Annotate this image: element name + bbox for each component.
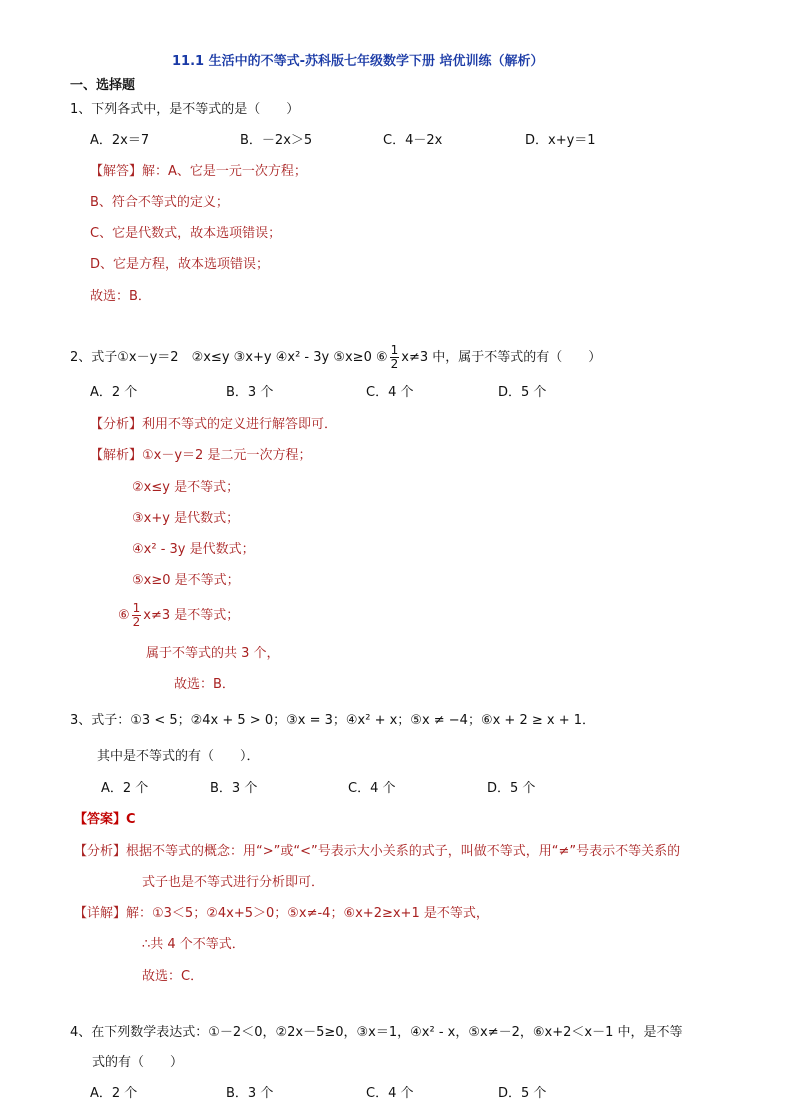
- q2-option-b: B．3 个: [226, 385, 274, 400]
- q1-answer-line: D、它是方程，故本选项错误；: [90, 257, 270, 272]
- q3-stem: 3、式子：①3 < 5；②4x + 5 > 0；③x = 3；④x² + x；⑤x ≠ −4；⑥x + 2 ≥ x + 1．: [70, 713, 596, 728]
- q3-detail-2: ∴共 4 个不等式．: [142, 937, 245, 952]
- q3-analysis: 【分析】根据不等式的概念：用“>”或“<”号表示大小关系的式子，叫做不等式，用“≠”号表示不等关系的: [74, 844, 681, 859]
- q2-sol6-frac-den: 2: [132, 615, 141, 629]
- q2-sol6-fraction: [132, 602, 142, 629]
- q3-option-c: C．4 个: [348, 781, 396, 796]
- q2-count-line: 属于不等式的共 3 个，: [146, 646, 280, 661]
- q1-option-a: A．2x＝7: [90, 133, 150, 148]
- q2-stem-text: 2、式子①x－y＝2 ②x≤y ③x+y ④x² - 3y ⑤x≥0 ⑥: [70, 350, 388, 365]
- q2-frac-den: 2: [390, 357, 399, 371]
- q3-option-a: A．2 个: [101, 781, 149, 796]
- q4-option-a: A．2 个: [90, 1086, 138, 1101]
- q2-sol6-suffix: x≠3 是不等式；: [143, 608, 240, 623]
- q3-answer: 【答案】C: [74, 812, 136, 827]
- q1-option-b: B．－2x＞5: [240, 133, 313, 148]
- q2-frac-num: 1: [390, 343, 399, 357]
- q1-answer-line: 故选：B．: [90, 289, 151, 304]
- q2-stem-text: x≠3 中，属于不等式的有（ ）: [401, 350, 602, 365]
- q2-solution-line: ④x² - 3y 是代数式；: [132, 542, 255, 557]
- q4-option-b: B．3 个: [226, 1086, 274, 1101]
- q2-sol6-prefix: ⑥: [118, 608, 130, 623]
- q1-answer-line: 【解答】解：A、它是一元一次方程；: [90, 164, 307, 179]
- q1-answer-line: B、符合不等式的定义；: [90, 195, 229, 210]
- q2-sol6-frac-num: 1: [132, 601, 141, 615]
- q2-solution-head: 【解析】①x－y＝2 是二元一次方程；: [90, 448, 312, 463]
- q4-option-d: D．5 个: [498, 1086, 547, 1101]
- q2-solution-line: ⑤x≥0 是不等式；: [132, 573, 240, 588]
- q2-option-a: A．2 个: [90, 385, 138, 400]
- section-heading: 一、选择题: [70, 78, 136, 93]
- q1-option-d: D．x+y＝1: [525, 133, 596, 148]
- q3-sub: 其中是不等式的有（ ）．: [97, 749, 260, 764]
- q3-analysis-cont: 式子也是不等式进行分析即可．: [142, 875, 325, 890]
- q2-solution-line-6: [118, 602, 239, 630]
- q2-solution-line: ②x≤y 是不等式；: [132, 480, 240, 495]
- q2-choice-line: 故选：B．: [174, 677, 235, 692]
- q2-option-d: D．5 个: [498, 385, 547, 400]
- q4-option-c: C．4 个: [366, 1086, 414, 1101]
- q2-solution-line: ③x+y 是代数式；: [132, 511, 240, 526]
- q2-option-c: C．4 个: [366, 385, 414, 400]
- q2-fraction: [390, 344, 400, 371]
- q4-stem: 4、在下列数学表达式：①－2＜0，②2x－5≥0，③x＝1，④x² - x，⑤x≠－2，⑥x+2＜x－1 中，是不等: [70, 1025, 683, 1040]
- q2-analysis: 【分析】利用不等式的定义进行解答即可．: [90, 417, 338, 432]
- q1-stem: 1、下列各式中，是不等式的是（ ）: [70, 102, 300, 117]
- q4-stem-cont: 式的有（ ）: [92, 1055, 184, 1070]
- q3-option-d: D．5 个: [487, 781, 536, 796]
- q3-detail: 【详解】解：①3＜5；②4x+5＞0；⑤x≠-4；⑥x+2≥x+1 是不等式，: [74, 906, 489, 921]
- page-title: 11.1 生活中的不等式-苏科版七年级数学下册 培优训练（解析）: [172, 54, 544, 69]
- q1-answer-line: C、它是代数式，故本选项错误；: [90, 226, 282, 241]
- q1-option-c: C．4－2x: [383, 133, 443, 148]
- q3-option-b: B．3 个: [210, 781, 258, 796]
- q2-stem: [70, 344, 601, 372]
- q3-detail-3: 故选：C．: [142, 969, 204, 984]
